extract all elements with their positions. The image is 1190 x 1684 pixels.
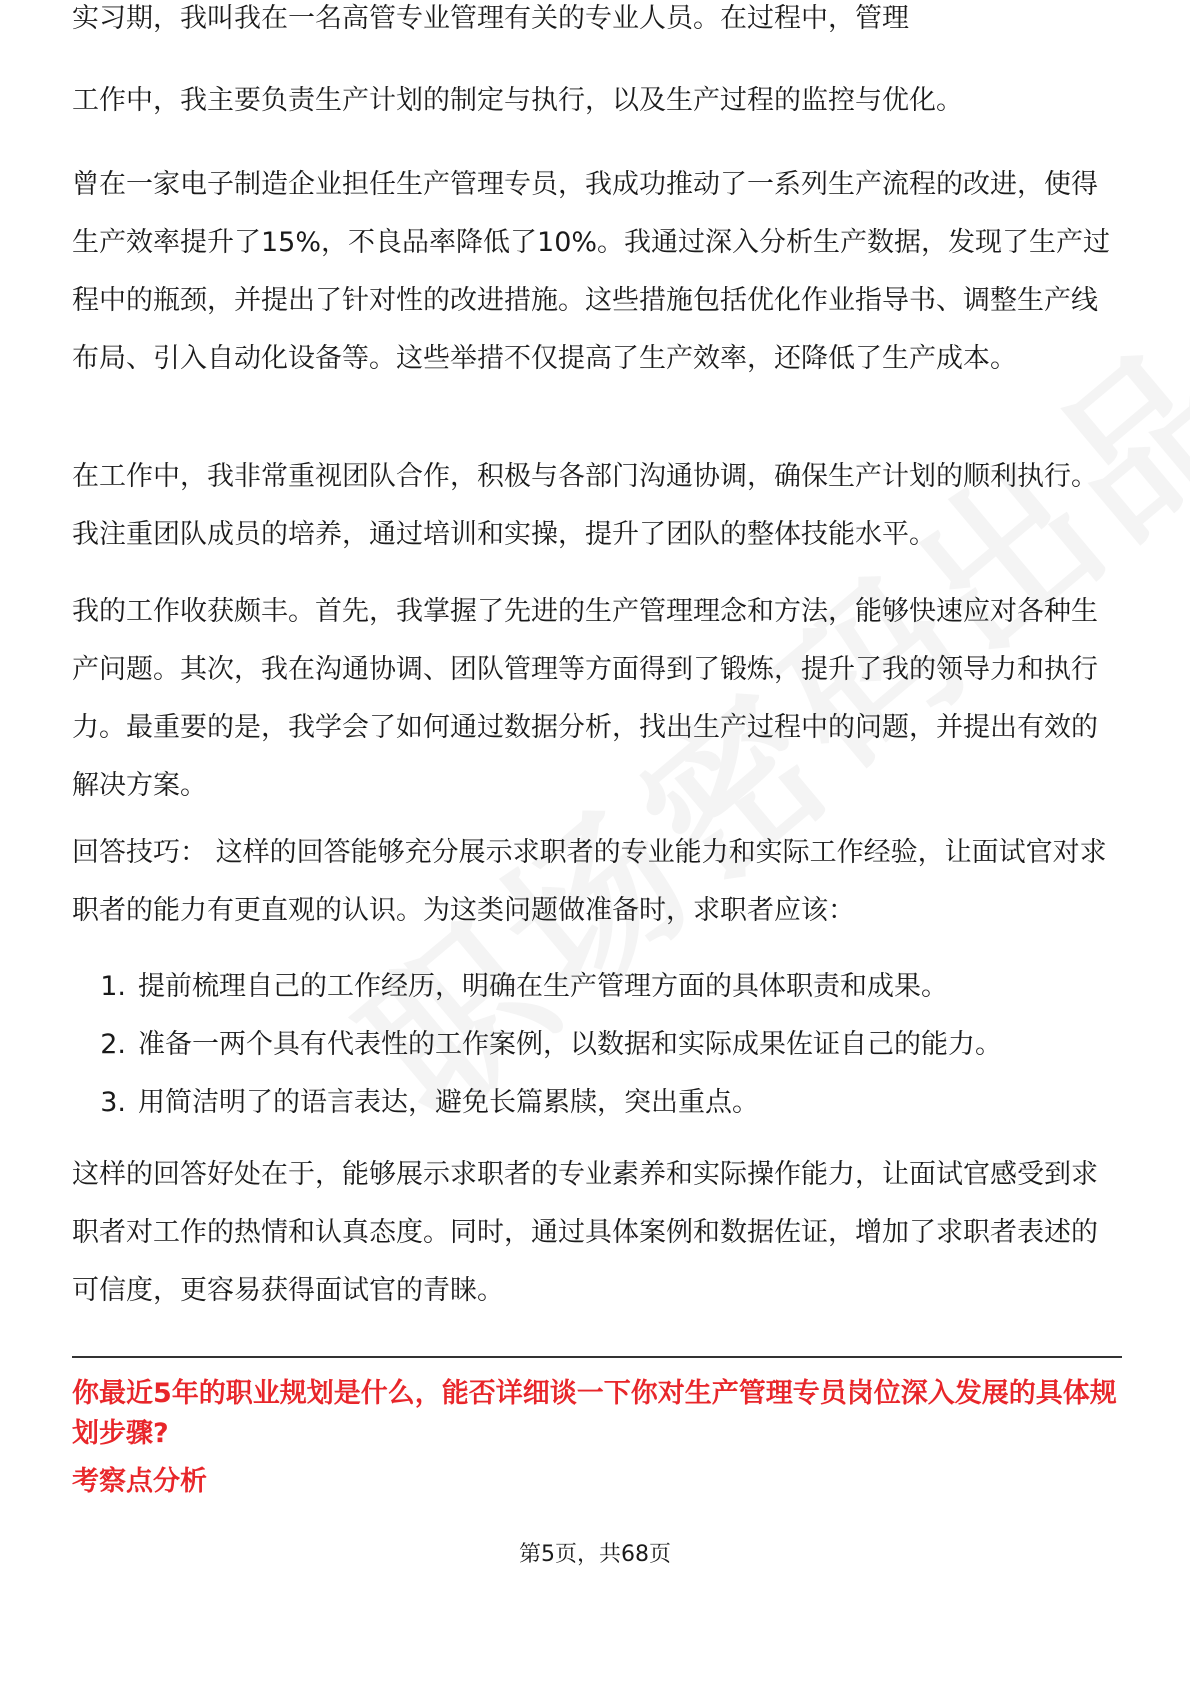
closing-paragraph: 这样的回答好处在于，能够展示求职者的专业素养和实际操作能力，让面试官感受到求职者对工作的热情和认真态度。同时，通过具体案例和数据佐证，增加了求职者表述的可信度，更容易获得面试官的青睐。 (72, 1159, 1098, 1306)
list-text: 提前梳理自己的工作经历，明确在生产管理方面的具体职责和成果。 (138, 971, 948, 1002)
list-text: 准备一两个具有代表性的工作案例，以数据和实际成果佐证自己的能力。 (138, 1029, 1002, 1060)
paragraph-3: 在工作中，我非常重视团队合作，积极与各部门沟通协调，确保生产计划的顺利执行。我注重团队成员的培养，通过培训和实操，提升了团队的整体技能水平。 (72, 461, 1098, 550)
paragraph-4: 我的工作收获颇丰。首先，我掌握了先进的生产管理理念和方法，能够快速应对各种生产问题。其次，我在沟通协调、团队管理等方面得到了锻炼，提升了我的领导力和执行力。最重要的是，我学会了如何通过数据分析，找出生产过程中的问题，并提出有效的解决方案。 (72, 596, 1098, 801)
partial-top-line: 实习期，我叫我在一名高管专业管理有关的专业人员。在过程中，管理 (72, 3, 909, 32)
list-number: 3. (100, 1087, 126, 1118)
list-item (72, 1016, 1122, 1074)
list-number: 1. (100, 971, 126, 1002)
page-footer: 第5页，共68页 (519, 1542, 671, 1567)
paragraph-1: 工作中，我主要负责生产计划的制定与执行，以及生产过程的监控与优化。 (72, 85, 963, 116)
list-item (72, 1074, 1122, 1132)
section-divider (72, 1356, 1122, 1358)
list-item (72, 958, 1122, 1016)
tips-list (72, 958, 1122, 1132)
list-text: 用简洁明了的语言表达，避免长篇累牍，突出重点。 (138, 1087, 759, 1118)
paragraph-2: 曾在一家电子制造企业担任生产管理专员，我成功推动了一系列生产流程的改进，使得生产效率提升了15%，不良品率降低了10%。我通过深入分析生产数据，发现了生产过程中的瓶颈，并提出了针对性的改进措施。这些措施包括优化作业指导书、调整生产线布局、引入自动化设备等。这些举措不仅提高了生产效率，还降低了生产成本。 (72, 169, 1111, 374)
interview-question: 你最近5年的职业规划是什么，能否详细谈一下你对生产管理专员岗位深入发展的具体规划步骤? (72, 1378, 1117, 1449)
section-subheading: 考察点分析 (72, 1466, 207, 1497)
list-number: 2. (100, 1029, 126, 1060)
paragraph-tips: 回答技巧： 这样的回答能够充分展示求职者的专业能力和实际工作经验，让面试官对求职者的能力有更直观的认识。为这类问题做准备时，求职者应该： (72, 837, 1107, 926)
